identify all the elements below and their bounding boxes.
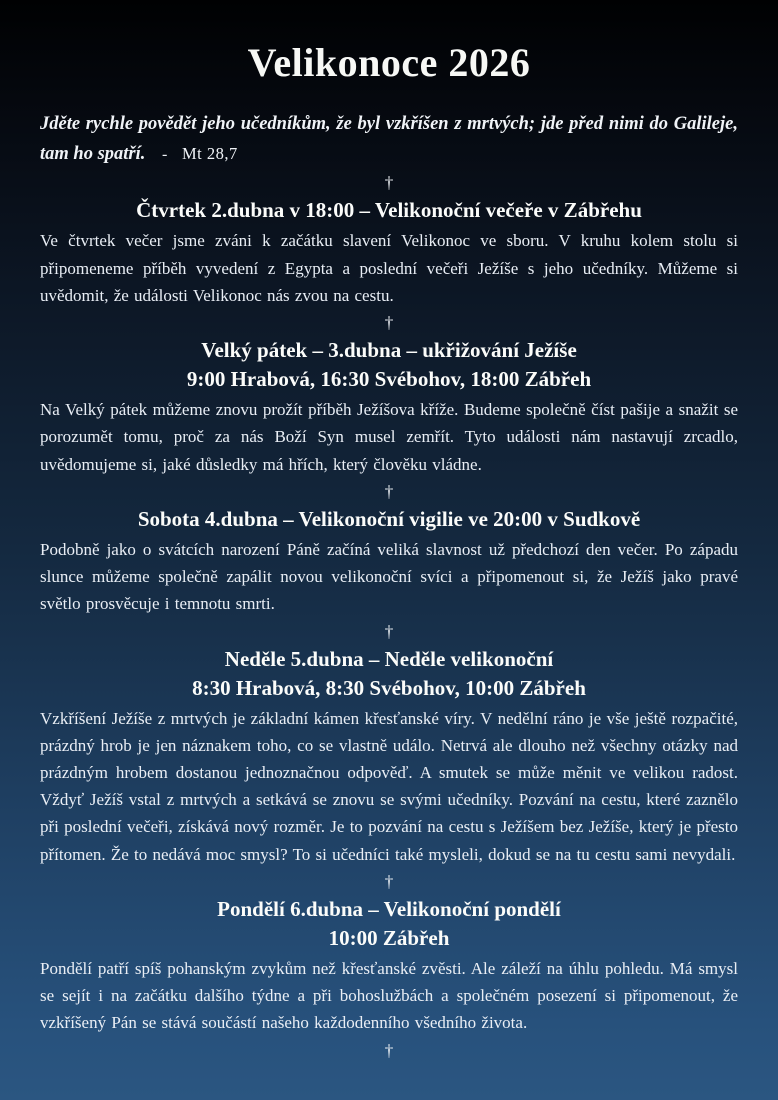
- cross-divider-icon: †: [384, 481, 394, 501]
- cross-divider-icon: †: [384, 621, 394, 641]
- event-section-easter-monday: [40, 895, 738, 1061]
- scripture-quote-dash: -: [162, 145, 168, 163]
- event-description: Na Velký pátek můžeme znovu prožít příběh Ježíšova kříže. Budeme společně číst pašije a snažit se porozumět tomu, proč za nás Boží Syn musel zemřít. Tyto události nám nastavují zrcadlo, uvědomujeme si, jaké důsledky má hřích, který člověku vládne.: [40, 400, 738, 474]
- event-section-easter-sunday: [40, 645, 738, 892]
- event-heading: Neděle 5.dubna – Neděle velikonoční: [224, 646, 554, 671]
- event-schedule: 9:00 Hrabová, 16:30 Svébohov, 18:00 Zábřeh: [186, 367, 592, 392]
- event-schedule: 8:30 Hrabová, 8:30 Svébohov, 10:00 Zábřeh: [192, 675, 586, 700]
- event-description: Podobně jako o svátcích narození Páně začíná veliká slavnost už předchozí den večer. Po západu slunce můžeme společně zapálit novou velikonoční svíci a připomenout si, že Ježíš jako pravé světlo prosvěcuje i temnotu smrti.: [40, 539, 738, 614]
- cross-divider-icon: †: [384, 312, 394, 332]
- event-heading: Pondělí 6.dubna – Velikonoční pondělí: [217, 897, 561, 922]
- event-description: Vzkříšení Ježíše z mrtvých je základní kámen křesťanské víry. V nedělní ráno je vše ještě rozpačité, prázdný hrob je jen náznakem toho, co se vlastně událo. Netrvá ale dlouho než všechny otázky nad prázdným hrobem dostanou jednoznačnou odpověď. A smutek se může měnit ve velikou radost. Vždyť Ježíš vstal z mrtvých a setkává se znovu se svými učedníky. Pozvání na cestu, které zaznělo při poslední večeři, získává nový rozměr. Je to pozvání na cestu s Ježíšem bez Ježíše, který je přesto přítomen. Že to nedává moc smysl? To si učedníci také mysleli, dokud se na tu cestu sami nevydali.: [40, 708, 738, 864]
- event-section-good-friday: [40, 336, 738, 502]
- event-schedule: 10:00 Zábřeh: [328, 926, 450, 951]
- cross-divider-icon: †: [384, 1040, 394, 1060]
- event-section-thursday: [40, 196, 738, 333]
- scripture-quote: [40, 110, 738, 169]
- event-description: Pondělí patří spíš pohanským zvykům než křesťanské zvěsti. Ale záleží na úhlu pohledu. Má smysl se sejít i na začátku dalšího týdne a při bohoslužbách a společném posezení si připomenout, že vzkříšený Pán se stává součástí našeho každodenního všedního života.: [40, 959, 738, 1033]
- event-heading: Sobota 4.dubna – Velikonoční vigilie ve 20:00 v Sudkově: [137, 506, 641, 531]
- event-heading: Velký pátek – 3.dubna – ukřižování Ježíše: [201, 338, 577, 363]
- page-title: Velikonoce 2026: [247, 40, 531, 85]
- cross-divider-icon: †: [384, 871, 394, 891]
- scripture-reference: Mt 28,7: [181, 143, 238, 163]
- cross-divider-icon: †: [384, 173, 394, 193]
- event-description: Ve čtvrtek večer jsme zváni k začátku slavení Velikonoc ve sboru. V kruhu kolem stolu si připomeneme příběh vyvedení z Egypta a poslední večeři Ježíše s jeho učedníky. Můžeme si uvědomit, že události Velikonoc nás zvou na cestu.: [40, 231, 738, 305]
- event-heading: Čtvrtek 2.dubna v 18:00 – Velikonoční večeře v Zábřehu: [136, 198, 642, 223]
- scripture-quote-text: Jděte rychle povědět jeho učedníkům, že byl vzkříšen z mrtvých; jde před nimi do Galileje, tam ho spatří.: [40, 114, 738, 164]
- event-section-saturday-vigil: [40, 505, 738, 642]
